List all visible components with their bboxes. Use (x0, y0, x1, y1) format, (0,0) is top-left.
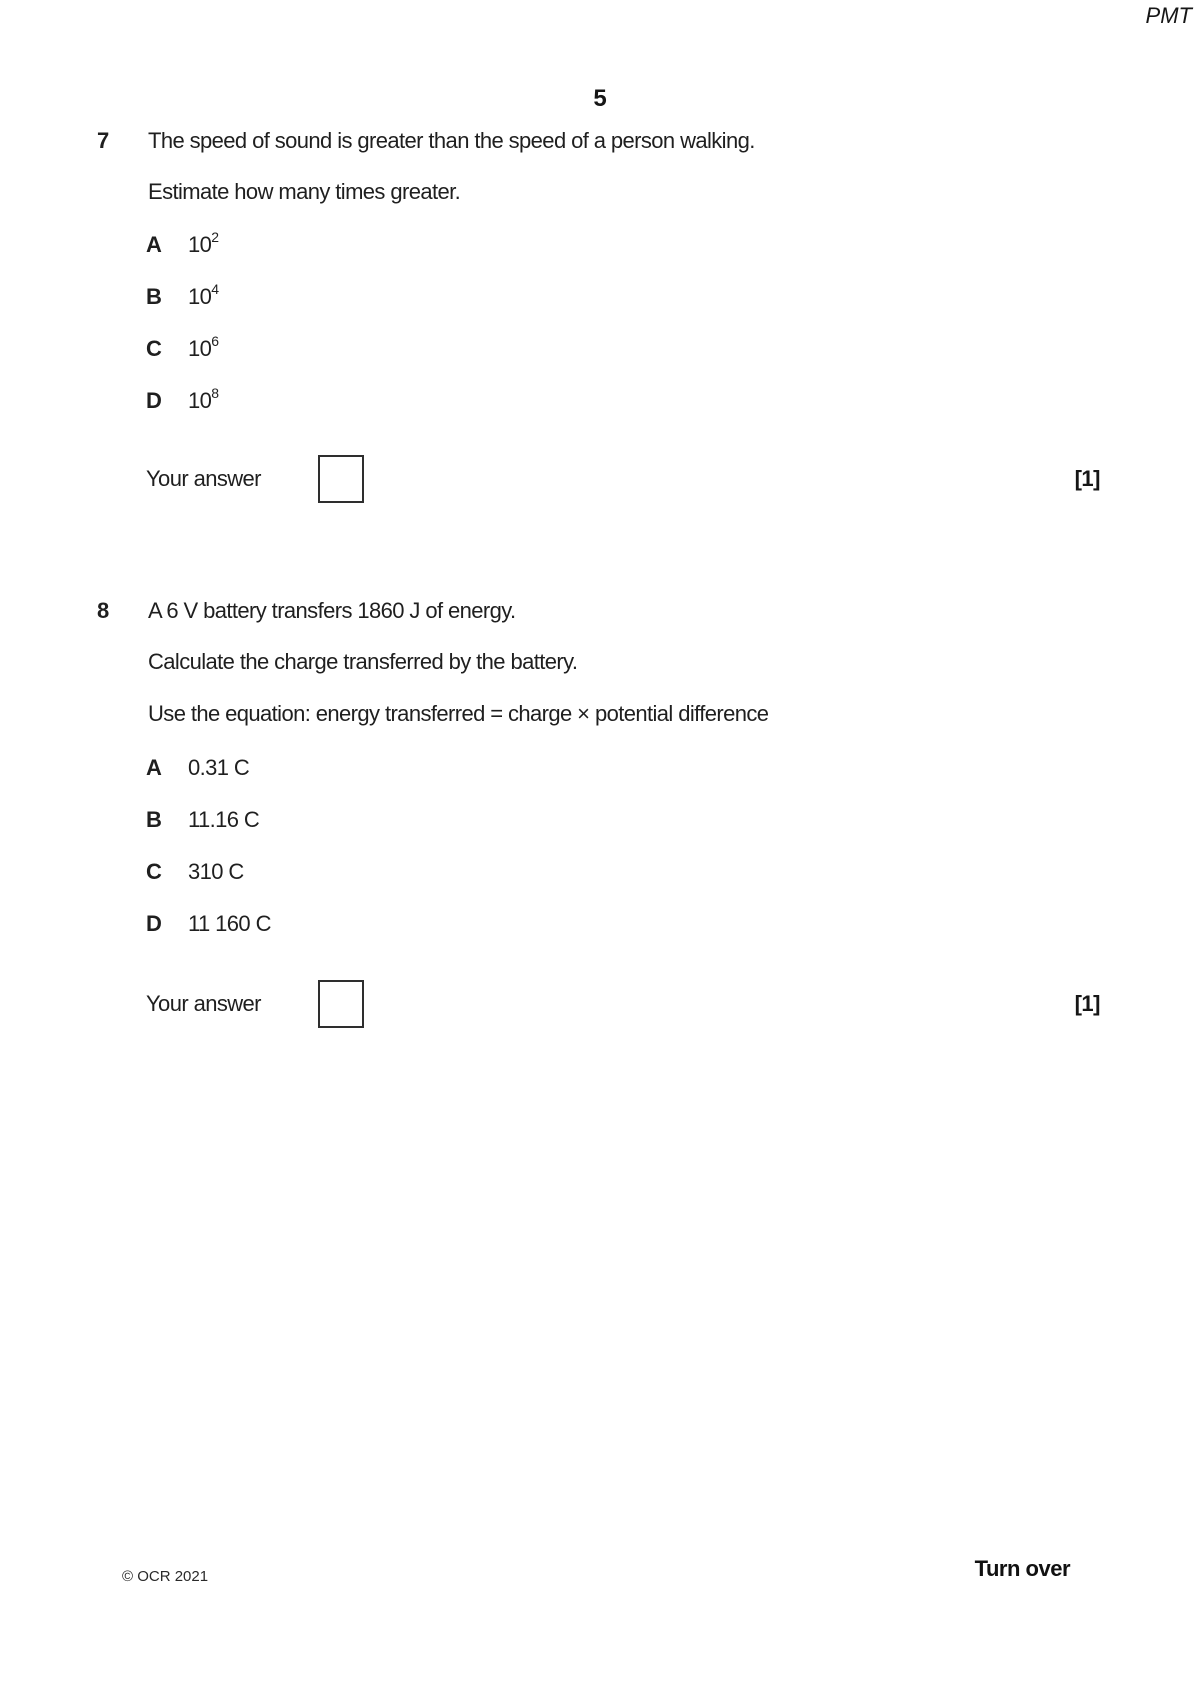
option-base: 10 (188, 284, 212, 309)
answer-box-q8[interactable] (318, 980, 364, 1028)
copyright-notice: © OCR 2021 (122, 1568, 209, 1585)
option-value: 0.31 C (188, 755, 250, 780)
option-exponent: 6 (211, 332, 219, 349)
turn-over-label: Turn over (974, 1556, 1070, 1581)
question-number: 8 (97, 598, 109, 623)
page-number: 5 (593, 85, 607, 112)
option-letter: C (146, 859, 162, 884)
option-value: 11.16 C (188, 807, 260, 832)
question-prompt-line: Calculate the charge transferred by the battery. (148, 649, 578, 674)
option-letter: B (146, 807, 162, 832)
option-letter: B (146, 284, 162, 309)
option-value (188, 280, 219, 310)
option-letter: A (146, 232, 162, 257)
option-exponent: 4 (211, 280, 219, 297)
pmt-watermark: PMT (1145, 3, 1192, 28)
option-letter: D (146, 911, 162, 936)
question-prompt-line: The speed of sound is greater than the speed of a person walking. (148, 128, 755, 153)
option-letter: A (146, 755, 162, 780)
answer-box-q7[interactable] (318, 455, 364, 503)
option-value (188, 332, 219, 362)
question-number: 7 (97, 128, 109, 153)
option-letter: C (146, 336, 162, 361)
option-value: 11 160 C (188, 911, 271, 936)
question-prompt-line: Estimate how many times greater. (148, 179, 461, 204)
option-value (188, 384, 219, 414)
option-exponent: 2 (211, 228, 219, 245)
option-exponent: 8 (211, 384, 219, 401)
option-base: 10 (188, 232, 212, 257)
question-prompt-line: A 6 V battery transfers 1860 J of energy. (148, 598, 516, 623)
option-base: 10 (188, 336, 212, 361)
question-equation-line: Use the equation: energy transferred = charge × potential difference (148, 701, 769, 726)
option-base: 10 (188, 388, 212, 413)
marks-label: [1] (1074, 466, 1100, 491)
your-answer-label: Your answer (146, 991, 261, 1016)
your-answer-label: Your answer (146, 466, 261, 491)
option-value: 310 C (188, 859, 244, 884)
marks-label: [1] (1074, 991, 1100, 1016)
option-value (188, 228, 219, 258)
option-letter: D (146, 388, 162, 413)
